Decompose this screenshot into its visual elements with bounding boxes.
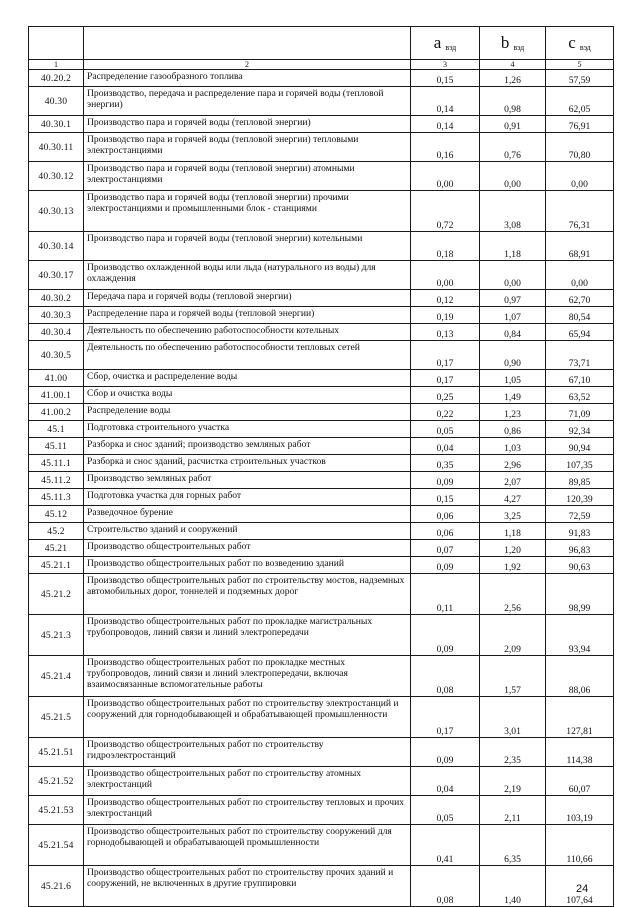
value-a-cell: 0,09 bbox=[411, 472, 480, 489]
name-cell: Разборка и снос зданий; производство земляных работ bbox=[84, 438, 411, 455]
name-cell: Разведочное бурение bbox=[84, 506, 411, 523]
code-cell: 45.12 bbox=[29, 506, 84, 523]
value-b-cell: 2,56 bbox=[480, 574, 546, 615]
value-a-cell: 0,04 bbox=[411, 438, 480, 455]
value-a-cell: 0,18 bbox=[411, 232, 480, 261]
code-cell: 40.30.13 bbox=[29, 191, 84, 232]
value-b-cell: 0,84 bbox=[480, 324, 546, 341]
value-c-cell: 73,71 bbox=[546, 341, 614, 370]
table-row bbox=[29, 370, 614, 387]
table-row bbox=[29, 261, 614, 290]
value-c-cell: 93,94 bbox=[546, 615, 614, 656]
value-a-cell: 0,12 bbox=[411, 290, 480, 307]
value-c-cell: 57,59 bbox=[546, 70, 614, 87]
value-b-cell: 2,07 bbox=[480, 472, 546, 489]
name-cell: Производство общестроительных работ по строительству прочих зданий и сооружений, не включенных в другие группировки bbox=[84, 866, 411, 907]
table-row bbox=[29, 506, 614, 523]
name-cell: Производство общестроительных работ по прокладке магистральных трубопроводов, линий связи и линий электропередачи bbox=[84, 615, 411, 656]
value-c-cell: 96,83 bbox=[546, 540, 614, 557]
value-c-cell: 90,63 bbox=[546, 557, 614, 574]
name-cell: Распределение газообразного топлива bbox=[84, 70, 411, 87]
name-cell: Сбор, очистка и распределение воды bbox=[84, 370, 411, 387]
value-c-cell: 63,52 bbox=[546, 387, 614, 404]
table-row bbox=[29, 557, 614, 574]
name-cell: Производство пара и горячей воды (тепловой энергии) прочими электростанциями и промышленными блок - станциями bbox=[84, 191, 411, 232]
value-a-cell: 0,09 bbox=[411, 557, 480, 574]
value-b-cell: 0,76 bbox=[480, 133, 546, 162]
code-cell: 45.21.3 bbox=[29, 615, 84, 656]
value-b-cell: 1,26 bbox=[480, 70, 546, 87]
value-c-cell: 90,94 bbox=[546, 438, 614, 455]
table-row bbox=[29, 472, 614, 489]
table-row bbox=[29, 697, 614, 738]
value-a-cell: 0,41 bbox=[411, 825, 480, 866]
value-a-cell: 0,15 bbox=[411, 489, 480, 506]
code-cell: 45.21.2 bbox=[29, 574, 84, 615]
code-cell: 40.30.2 bbox=[29, 290, 84, 307]
value-c-cell: 80,54 bbox=[546, 307, 614, 324]
table-row bbox=[29, 307, 614, 324]
name-cell: Производство, передача и распределение пара и горячей воды (тепловой энергии) bbox=[84, 87, 411, 116]
table-row bbox=[29, 489, 614, 506]
value-c-cell: 88,06 bbox=[546, 656, 614, 697]
value-a-cell: 0,15 bbox=[411, 70, 480, 87]
code-cell: 40.30.14 bbox=[29, 232, 84, 261]
value-c-cell: 107,64 bbox=[546, 866, 614, 907]
value-a-cell: 0,22 bbox=[411, 404, 480, 421]
name-cell: Деятельность по обеспечению работоспособности тепловых сетей bbox=[84, 341, 411, 370]
table-row bbox=[29, 341, 614, 370]
value-c-cell: 60,07 bbox=[546, 767, 614, 796]
value-b-cell: 0,00 bbox=[480, 162, 546, 191]
value-a-cell: 0,17 bbox=[411, 370, 480, 387]
name-cell: Производство общестроительных работ по возведению зданий bbox=[84, 557, 411, 574]
value-a-cell: 0,17 bbox=[411, 341, 480, 370]
code-cell: 41.00.2 bbox=[29, 404, 84, 421]
table-row bbox=[29, 421, 614, 438]
header-row bbox=[29, 27, 614, 60]
value-c-cell: 92,34 bbox=[546, 421, 614, 438]
value-b-cell: 0,90 bbox=[480, 341, 546, 370]
table-row bbox=[29, 540, 614, 557]
data-table bbox=[28, 26, 614, 907]
table-row bbox=[29, 523, 614, 540]
value-b-cell: 3,25 bbox=[480, 506, 546, 523]
value-c-cell: 0,00 bbox=[546, 162, 614, 191]
name-cell: Производство общестроительных работ по прокладке местных трубопроводов, линий связи и линий электропередачи, включая взаимосвязанные вспомогательные работы bbox=[84, 656, 411, 697]
header-cell-c: c $_{вэд}$ bbox=[546, 27, 614, 60]
value-a-cell: 0,35 bbox=[411, 455, 480, 472]
value-a-cell: 0,00 bbox=[411, 261, 480, 290]
code-cell: 45.21.1 bbox=[29, 557, 84, 574]
value-a-cell: 0,25 bbox=[411, 387, 480, 404]
value-b-cell: 1,57 bbox=[480, 656, 546, 697]
value-c-cell: 65,94 bbox=[546, 324, 614, 341]
value-b-cell: 0,98 bbox=[480, 87, 546, 116]
code-cell: 41.00 bbox=[29, 370, 84, 387]
value-a-cell: 0,08 bbox=[411, 656, 480, 697]
name-cell: Производство охлажденной воды или льда (натурального из воды) для охлаждения bbox=[84, 261, 411, 290]
table-row bbox=[29, 656, 614, 697]
header-cell-b: b $_{вэд}$ bbox=[480, 27, 546, 60]
value-c-cell: 62,05 bbox=[546, 87, 614, 116]
code-cell: 45.21.54 bbox=[29, 825, 84, 866]
name-cell: Производство общестроительных работ по строительству тепловых и прочих электростанций bbox=[84, 796, 411, 825]
value-b-cell: 1,92 bbox=[480, 557, 546, 574]
value-b-cell: 3,01 bbox=[480, 697, 546, 738]
table-row bbox=[29, 232, 614, 261]
value-b-cell: 2,11 bbox=[480, 796, 546, 825]
value-a-cell: 0,00 bbox=[411, 162, 480, 191]
value-a-cell: 0,17 bbox=[411, 697, 480, 738]
value-c-cell: 0,00 bbox=[546, 261, 614, 290]
value-b-cell: 0,86 bbox=[480, 421, 546, 438]
value-c-cell: 120,39 bbox=[546, 489, 614, 506]
code-cell: 40.20.2 bbox=[29, 70, 84, 87]
name-cell: Распределение пара и горячей воды (тепловой энергии) bbox=[84, 307, 411, 324]
table-row bbox=[29, 116, 614, 133]
value-a-cell: 0,05 bbox=[411, 421, 480, 438]
code-cell: 45.1 bbox=[29, 421, 84, 438]
code-cell: 40.30 bbox=[29, 87, 84, 116]
header-cell-code bbox=[29, 27, 84, 60]
value-c-cell: 62,70 bbox=[546, 290, 614, 307]
name-cell: Разборка и снос зданий, расчистка строительных участков bbox=[84, 455, 411, 472]
name-cell: Производство общестроительных работ по строительству атомных электростанций bbox=[84, 767, 411, 796]
table-row bbox=[29, 404, 614, 421]
value-a-cell: 0,09 bbox=[411, 615, 480, 656]
value-a-cell: 0,13 bbox=[411, 324, 480, 341]
value-a-cell: 0,72 bbox=[411, 191, 480, 232]
value-a-cell: 0,06 bbox=[411, 523, 480, 540]
code-cell: 40.30.4 bbox=[29, 324, 84, 341]
value-c-cell: 67,10 bbox=[546, 370, 614, 387]
value-b-cell: 1,40 bbox=[480, 866, 546, 907]
value-c-cell: 89,85 bbox=[546, 472, 614, 489]
code-cell: 45.21.51 bbox=[29, 738, 84, 767]
value-a-cell: 0,06 bbox=[411, 506, 480, 523]
value-b-cell: 2,96 bbox=[480, 455, 546, 472]
value-b-cell: 2,09 bbox=[480, 615, 546, 656]
value-b-cell: 1,23 bbox=[480, 404, 546, 421]
code-cell: 45.21.4 bbox=[29, 656, 84, 697]
column-number: 5 bbox=[546, 60, 614, 70]
value-c-cell: 91,83 bbox=[546, 523, 614, 540]
name-cell: Производство пара и горячей воды (тепловой энергии) тепловыми электростанциями bbox=[84, 133, 411, 162]
name-cell: Производство общестроительных работ по строительству электростанций и сооружений для горнодобывающей и обрабатывающей промышленности bbox=[84, 697, 411, 738]
value-b-cell: 0,91 bbox=[480, 116, 546, 133]
value-c-cell: 72,59 bbox=[546, 506, 614, 523]
name-cell: Производство земляных работ bbox=[84, 472, 411, 489]
value-b-cell: 0,97 bbox=[480, 290, 546, 307]
value-c-cell: 70,80 bbox=[546, 133, 614, 162]
table-row bbox=[29, 70, 614, 87]
code-cell: 45.21.53 bbox=[29, 796, 84, 825]
value-b-cell: 3,08 bbox=[480, 191, 546, 232]
column-number: 3 bbox=[411, 60, 480, 70]
name-cell: Подготовка строительного участка bbox=[84, 421, 411, 438]
value-b-cell: 2,19 bbox=[480, 767, 546, 796]
value-b-cell: 1,18 bbox=[480, 232, 546, 261]
value-c-cell: 114,38 bbox=[546, 738, 614, 767]
value-a-cell: 0,08 bbox=[411, 866, 480, 907]
column-number: 4 bbox=[480, 60, 546, 70]
value-c-cell: 107,35 bbox=[546, 455, 614, 472]
code-cell: 45.11 bbox=[29, 438, 84, 455]
column-number: 1 bbox=[29, 60, 84, 70]
code-cell: 45.21.6 bbox=[29, 866, 84, 907]
value-b-cell: 1,03 bbox=[480, 438, 546, 455]
name-cell: Распределение воды bbox=[84, 404, 411, 421]
code-cell: 45.11.3 bbox=[29, 489, 84, 506]
page-number: 24 bbox=[576, 883, 589, 895]
table-row bbox=[29, 438, 614, 455]
value-a-cell: 0,07 bbox=[411, 540, 480, 557]
value-b-cell: 1,20 bbox=[480, 540, 546, 557]
value-c-cell: 68,91 bbox=[546, 232, 614, 261]
table-row bbox=[29, 574, 614, 615]
code-cell: 40.30.3 bbox=[29, 307, 84, 324]
value-a-cell: 0,04 bbox=[411, 767, 480, 796]
code-cell: 41.00.1 bbox=[29, 387, 84, 404]
code-cell: 45.21.5 bbox=[29, 697, 84, 738]
table-row bbox=[29, 796, 614, 825]
value-a-cell: 0,16 bbox=[411, 133, 480, 162]
value-a-cell: 0,11 bbox=[411, 574, 480, 615]
table-row bbox=[29, 133, 614, 162]
name-cell: Производство общестроительных работ по строительству сооружений для горнодобывающей и обрабатывающей промышленности bbox=[84, 825, 411, 866]
name-cell: Производство пара и горячей воды (тепловой энергии) атомными электростанциями bbox=[84, 162, 411, 191]
table-row bbox=[29, 191, 614, 232]
value-c-cell: 76,91 bbox=[546, 116, 614, 133]
table-row bbox=[29, 866, 614, 907]
value-c-cell: 71,09 bbox=[546, 404, 614, 421]
name-cell: Производство общестроительных работ по строительству мостов, надземных автомобильных дорог, тоннелей и подземных дорог bbox=[84, 574, 411, 615]
table-row bbox=[29, 290, 614, 307]
name-cell: Производство пара и горячей воды (тепловой энергии) котельными bbox=[84, 232, 411, 261]
code-cell: 45.11.1 bbox=[29, 455, 84, 472]
code-cell: 45.21.52 bbox=[29, 767, 84, 796]
name-cell: Производство общестроительных работ по строительству гидроэлектростанций bbox=[84, 738, 411, 767]
value-b-cell: 1,07 bbox=[480, 307, 546, 324]
code-cell: 45.11.2 bbox=[29, 472, 84, 489]
code-cell: 40.30.17 bbox=[29, 261, 84, 290]
value-a-cell: 0,09 bbox=[411, 738, 480, 767]
name-cell: Сбор и очистка воды bbox=[84, 387, 411, 404]
name-cell: Деятельность по обеспечению работоспособности котельных bbox=[84, 324, 411, 341]
column-number-row bbox=[29, 60, 614, 70]
table-row bbox=[29, 162, 614, 191]
value-b-cell: 4,27 bbox=[480, 489, 546, 506]
code-cell: 40.30.12 bbox=[29, 162, 84, 191]
value-a-cell: 0,05 bbox=[411, 796, 480, 825]
value-b-cell: 1,49 bbox=[480, 387, 546, 404]
name-cell: Передача пара и горячей воды (тепловой энергии) bbox=[84, 290, 411, 307]
column-number: 2 bbox=[84, 60, 411, 70]
code-cell: 45.2 bbox=[29, 523, 84, 540]
value-c-cell: 110,66 bbox=[546, 825, 614, 866]
value-c-cell: 127,81 bbox=[546, 697, 614, 738]
value-c-cell: 76,31 bbox=[546, 191, 614, 232]
name-cell: Подготовка участка для горных работ bbox=[84, 489, 411, 506]
value-a-cell: 0,19 bbox=[411, 307, 480, 324]
header-cell-a: a $_{вэд}$ bbox=[411, 27, 480, 60]
code-cell: 45.21 bbox=[29, 540, 84, 557]
value-c-cell: 98,99 bbox=[546, 574, 614, 615]
name-cell: Производство общестроительных работ bbox=[84, 540, 411, 557]
value-b-cell: 1,18 bbox=[480, 523, 546, 540]
value-a-cell: 0,14 bbox=[411, 87, 480, 116]
table-row bbox=[29, 767, 614, 796]
value-b-cell: 6,35 bbox=[480, 825, 546, 866]
header-cell-name bbox=[84, 27, 411, 60]
code-cell: 40.30.11 bbox=[29, 133, 84, 162]
value-b-cell: 2,35 bbox=[480, 738, 546, 767]
value-a-cell: 0,14 bbox=[411, 116, 480, 133]
table-row bbox=[29, 87, 614, 116]
table-row bbox=[29, 455, 614, 472]
value-b-cell: 0,00 bbox=[480, 261, 546, 290]
name-cell: Строительство зданий и сооружений bbox=[84, 523, 411, 540]
table-row bbox=[29, 825, 614, 866]
name-cell: Производство пара и горячей воды (тепловой энергии) bbox=[84, 116, 411, 133]
table-row bbox=[29, 387, 614, 404]
code-cell: 40.30.5 bbox=[29, 341, 84, 370]
value-b-cell: 1,05 bbox=[480, 370, 546, 387]
table-row bbox=[29, 324, 614, 341]
value-c-cell: 103,19 bbox=[546, 796, 614, 825]
table-row bbox=[29, 615, 614, 656]
table-row bbox=[29, 738, 614, 767]
code-cell: 40.30.1 bbox=[29, 116, 84, 133]
